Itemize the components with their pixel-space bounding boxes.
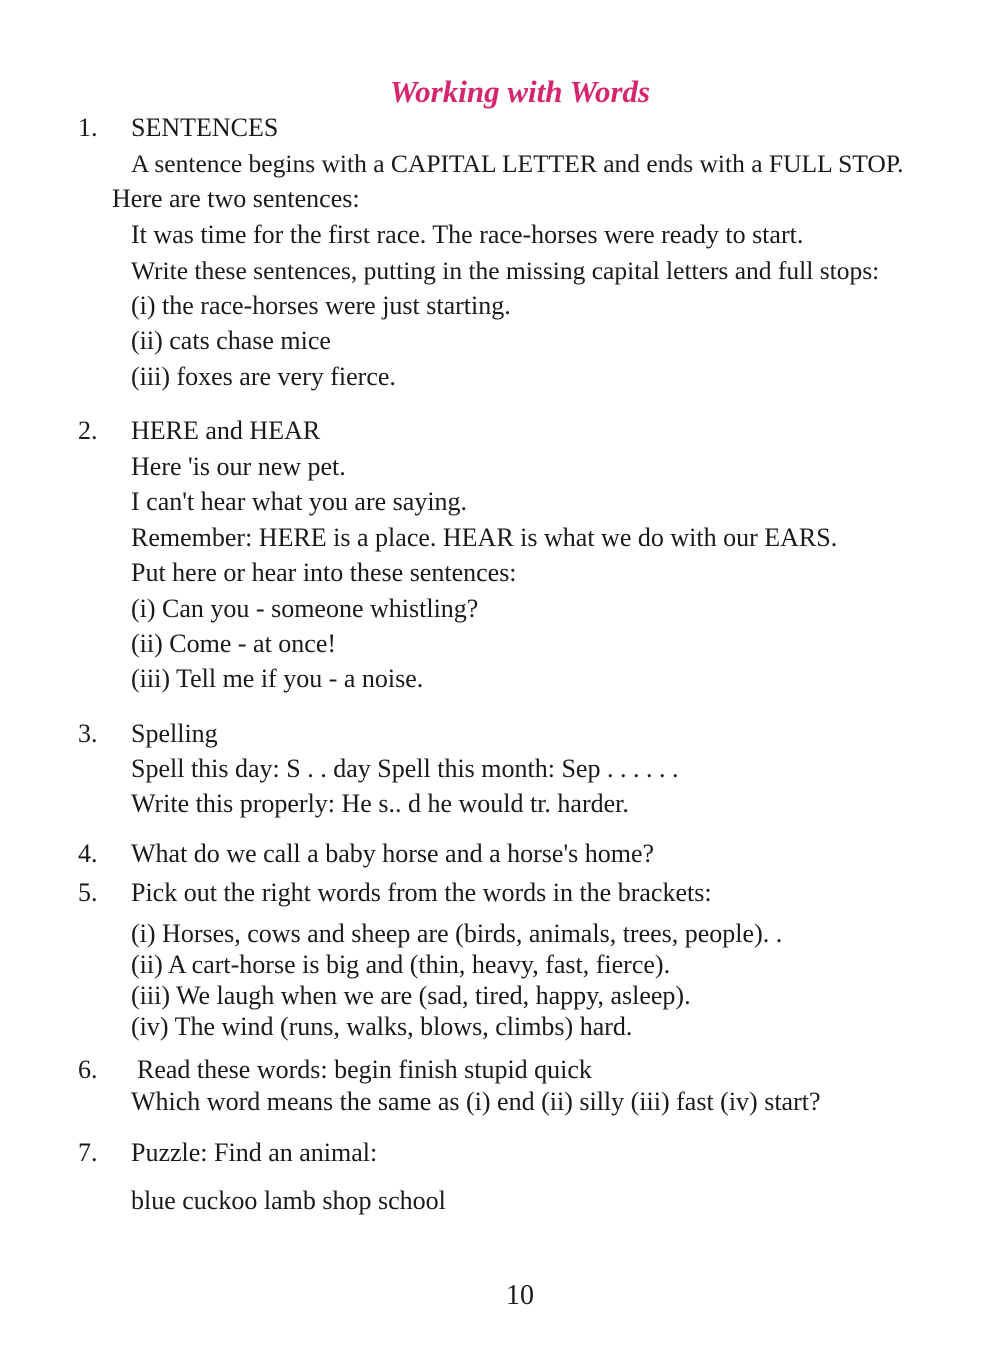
text-line: I can't hear what you are saying. (131, 487, 468, 516)
exercise-line: (i) Horses, cows and sheep are (birds, animals, trees, people). . (131, 919, 783, 948)
section-heading-spelling: Spelling (131, 719, 218, 748)
section-heading-here-hear: HERE and HEAR (131, 416, 321, 445)
exercise-line: (iii) Tell me if you - a noise. (131, 664, 424, 693)
question-line: Read these words: begin finish stupid quick (137, 1055, 592, 1084)
text-line: A sentence begins with a CAPITAL LETTER and ends with a FULL STOP. (131, 149, 904, 178)
question-line: Pick out the right words from the words in the brackets: (131, 878, 712, 907)
item-number-7: 7. (78, 1138, 98, 1167)
exercise-line: (iii) foxes are very fierce. (131, 362, 396, 391)
question-line: Puzzle: Find an animal: (131, 1138, 378, 1167)
text-line: Write these sentences, putting in the missing capital letters and full stops: (131, 256, 880, 285)
text-line: Put here or hear into these sentences: (131, 558, 517, 587)
text-line: It was time for the first race. The race-horses were ready to start. (131, 220, 804, 249)
word-list: blue cuckoo lamb shop school (131, 1186, 446, 1215)
item-number-1: 1. (78, 113, 98, 142)
item-number-4: 4. (78, 839, 98, 868)
exercise-line: (iv) The wind (runs, walks, blows, climbs) hard. (131, 1012, 633, 1041)
item-number-3: 3. (78, 719, 98, 748)
item-number-2: 2. (78, 416, 98, 445)
exercise-line: (ii) A cart-horse is big and (thin, heavy, fast, fierce). (131, 950, 671, 979)
exercise-line: (i) Can you - someone whistling? (131, 594, 479, 623)
exercise-line: (i) the race-horses were just starting. (131, 291, 511, 320)
section-heading-sentences: SENTENCES (131, 113, 279, 142)
question-line: Which word means the same as (i) end (ii) silly (iii) fast (iv) start? (131, 1087, 821, 1116)
exercise-line: (iii) We laugh when we are (sad, tired, happy, asleep). (131, 981, 691, 1010)
item-number-6: 6. (78, 1055, 98, 1084)
exercise-line: (ii) Come - at once! (131, 629, 337, 658)
question-line: What do we call a baby horse and a horse's home? (131, 839, 655, 868)
item-number-5: 5. (78, 878, 98, 907)
text-line: Here 'is our new pet. (131, 452, 346, 481)
text-line: Remember: HERE is a place. HEAR is what we do with our EARS. (131, 523, 838, 552)
text-line: Spell this day: S . . day Spell this month: Sep . . . . . . (131, 754, 679, 783)
page-number: 10 (506, 1280, 534, 1311)
exercise-line: (ii) cats chase mice (131, 326, 331, 355)
text-line: Write this properly: He s.. d he would tr. harder. (131, 789, 629, 818)
page-title: Working with Words (389, 74, 651, 109)
text-line: Here are two sentences: (112, 184, 360, 213)
